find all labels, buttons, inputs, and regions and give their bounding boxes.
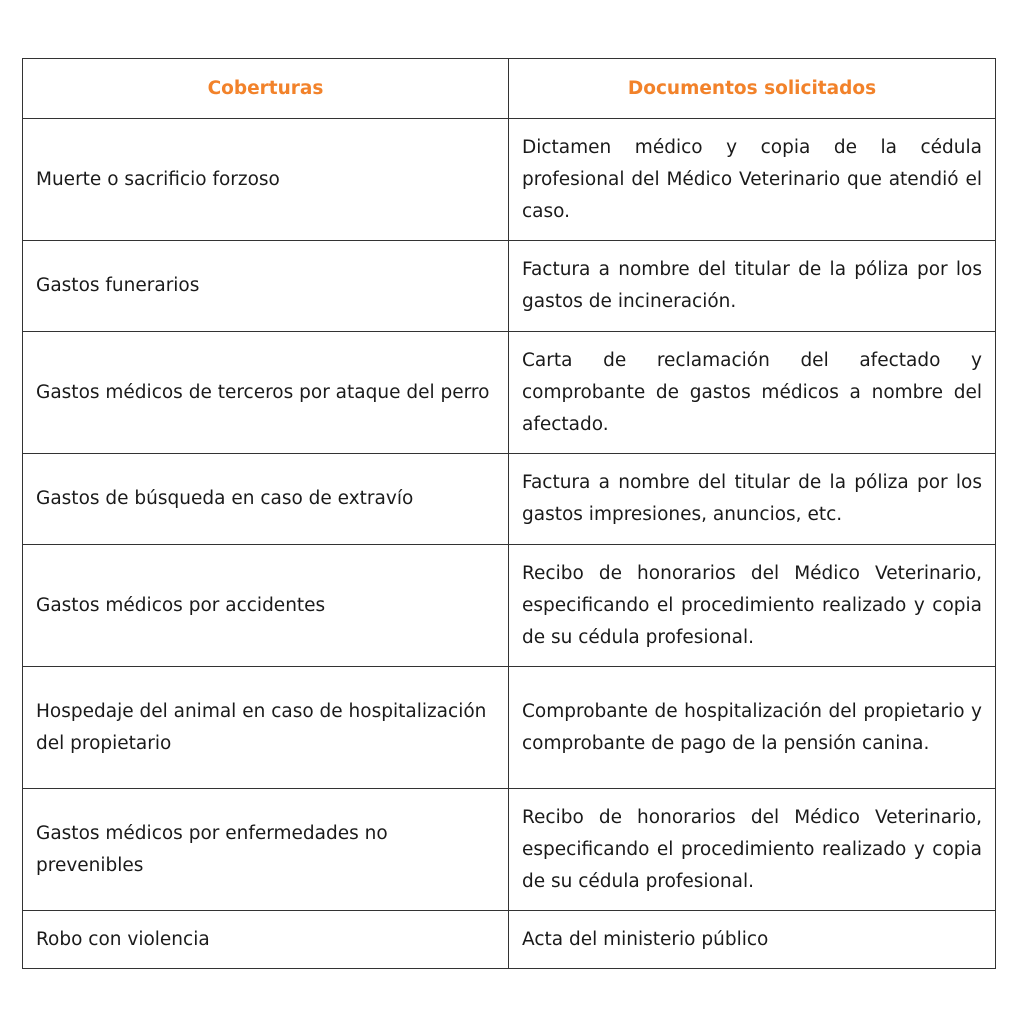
coverage-cell: Gastos funerarios — [23, 241, 509, 332]
documents-cell: Factura a nombre del titular de la póliza por los gastos impresiones, anuncios, etc. — [509, 454, 996, 545]
documents-cell: Acta del ministerio público — [509, 911, 996, 969]
documents-cell: Recibo de honorarios del Médico Veterinario, especificando el procedimiento realizado y copia de su cédula profesional. — [509, 545, 996, 667]
coverage-cell: Robo con violencia — [23, 911, 509, 969]
table-row — [23, 332, 996, 454]
coverage-cell: Gastos de búsqueda en caso de extravío — [23, 454, 509, 545]
coverage-cell: Hospedaje del animal en caso de hospitalización del propietario — [23, 667, 509, 789]
coverage-cell: Gastos médicos de terceros por ataque del perro — [23, 332, 509, 454]
documents-cell: Recibo de honorarios del Médico Veterinario, especificando el procedimiento realizado y copia de su cédula profesional. — [509, 789, 996, 911]
documents-cell: Comprobante de hospitalización del propietario y comprobante de pago de la pensión canina. — [509, 667, 996, 789]
table-row — [23, 454, 996, 545]
documents-cell: Dictamen médico y copia de la cédula profesional del Médico Veterinario que atendió el caso. — [509, 119, 996, 241]
table-header-row — [23, 59, 996, 119]
table-row — [23, 241, 996, 332]
coverage-cell: Gastos médicos por enfermedades no prevenibles — [23, 789, 509, 911]
documents-cell: Carta de reclamación del afectado y comprobante de gastos médicos a nombre del afectado. — [509, 332, 996, 454]
documents-cell: Factura a nombre del titular de la póliza por los gastos de incineración. — [509, 241, 996, 332]
coverage-documents-table — [22, 58, 996, 969]
header-documents: Documentos solicitados — [509, 59, 996, 119]
table-row — [23, 119, 996, 241]
header-coverage: Coberturas — [23, 59, 509, 119]
table-row — [23, 667, 996, 789]
table-row — [23, 789, 996, 911]
table-row — [23, 545, 996, 667]
coverage-cell: Muerte o sacrificio forzoso — [23, 119, 509, 241]
coverage-cell: Gastos médicos por accidentes — [23, 545, 509, 667]
table-row — [23, 911, 996, 969]
